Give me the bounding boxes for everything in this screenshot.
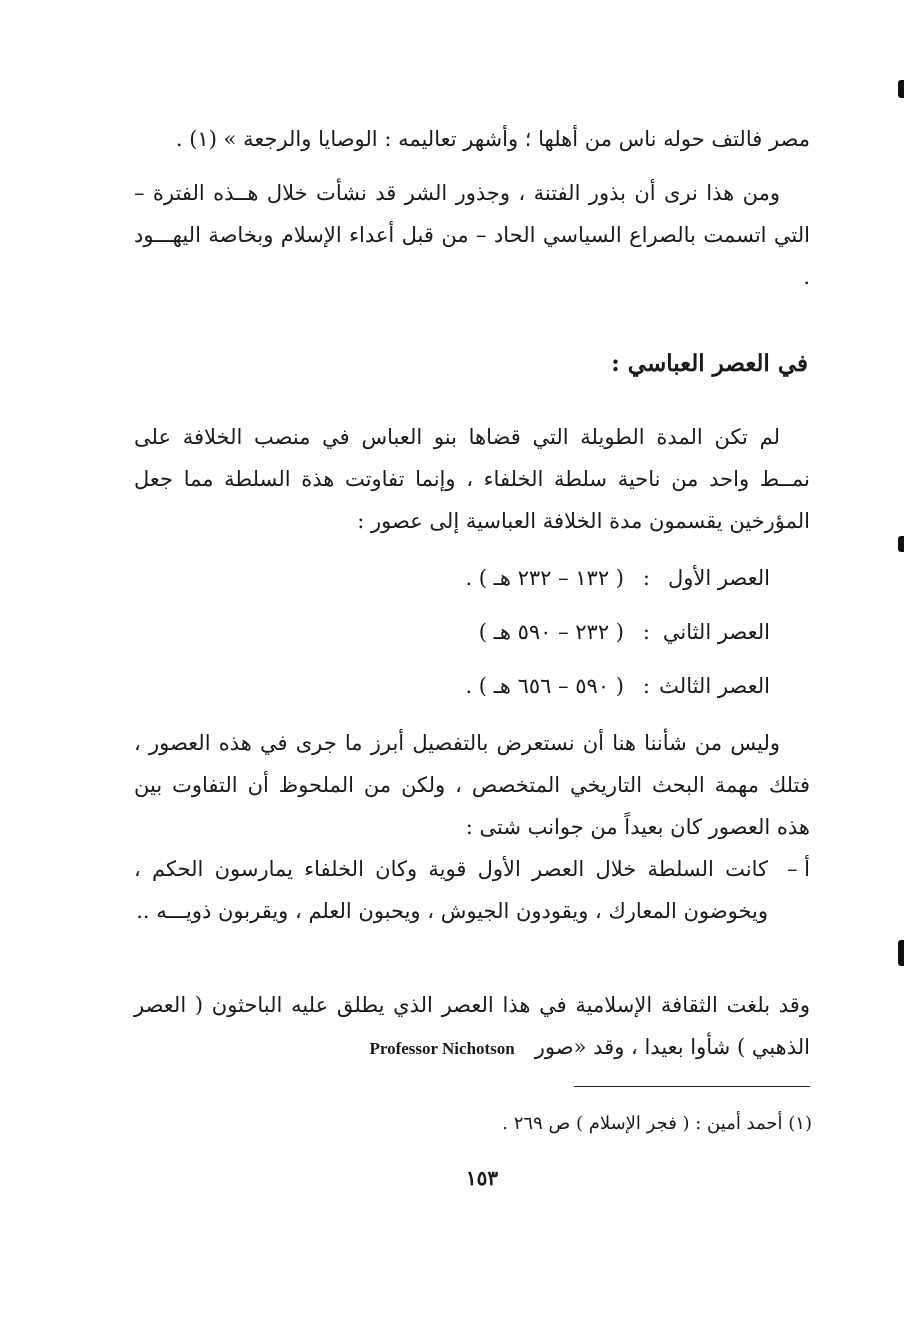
paragraph-abbasid-text: لم تكن المدة الطويلة التي قضاها بنو العباس في منصب الخلافة على نمــط واحد من ناحية سلطة الخلفاء ، وإنما تفاوتت هذة السلطة مما جعل المؤرخين يقسمون مدة الخلافة العباسية إلى عصور : (134, 425, 810, 533)
edge-mark (898, 940, 904, 966)
era-colon: : (642, 674, 650, 698)
footnote: (١) أحمد أمين : ( فجر الإسلام ) ص ٢٦٩ . (502, 1113, 812, 1134)
era-range: ( ١٣٢ – ٢٣٢ هـ ) . (465, 566, 624, 590)
footnote-divider (574, 1086, 810, 1087)
section-heading: في العصر العباسي : (611, 350, 808, 377)
list-item-a (134, 848, 810, 932)
era-range: ( ٢٣٢ – ٥٩٠ هـ ) (478, 620, 624, 644)
era-row (370, 659, 770, 713)
eras-list (370, 551, 770, 713)
era-row (370, 551, 770, 605)
era-colon: : (642, 620, 650, 644)
era-row (370, 605, 770, 659)
top-paragraph-text: مصر فالتف حوله ناس من أهلها ؛ وأشهر تعاليمه : الوصايا والرجعة » (١) . (175, 127, 810, 151)
edge-mark (898, 80, 904, 98)
paragraph-fitna-text: ومن هذا نرى أن بذور الفتنة ، وجذور الشر قد نشأت خلال هــذه الفترة – التي اتسمت بالصراع السياسي الحاد – من قبل أعداء الإسلام وبخاصة اليهـــود . (134, 181, 810, 289)
paragraph-differences-text: وليس من شأننا هنا أن نستعرض بالتفصيل أبرز ما جرى في هذه العصور ، فتلك مهمة البحث التاريخي المتخصص ، ولكن من الملحوظ أن التفاوت بين هذه العصور كان بعيداً من جوانب شتى : (134, 731, 810, 839)
era-name: العصر الأول (667, 566, 770, 590)
era-name: العصر الثالث (659, 674, 770, 698)
paragraph-differences (134, 722, 810, 848)
top-paragraph (134, 118, 810, 160)
paragraph-culture (134, 984, 810, 1070)
era-range: ( ٥٩٠ – ٦٥٦ هـ ) . (465, 674, 624, 698)
paragraph-fitna (134, 172, 810, 298)
era-colon: : (642, 566, 650, 590)
list-item-text: كانت السلطة خلال العصر الأول قوية وكان الخلفاء يمارسون الحكم ، ويخوضون المعارك ، ويقودون الجيوش ، ويحبون العلم ، ويقربون ذويـــه .. (134, 857, 768, 923)
paragraph-abbasid (134, 416, 810, 542)
latin-name: Professor Nichotson (369, 1039, 515, 1058)
paragraph-culture-text: وقد بلغت الثقافة الإسلامية في هذا العصر الذي يطلق عليه الباحثون ( العصر الذهبي ) شأوا بعيدا ، وقد «صور (134, 993, 810, 1059)
page-number: ١٥٣ (465, 1166, 499, 1190)
list-item-letter: أ – (786, 857, 810, 881)
era-name: العصر الثاني (662, 620, 770, 644)
edge-mark (898, 536, 904, 552)
